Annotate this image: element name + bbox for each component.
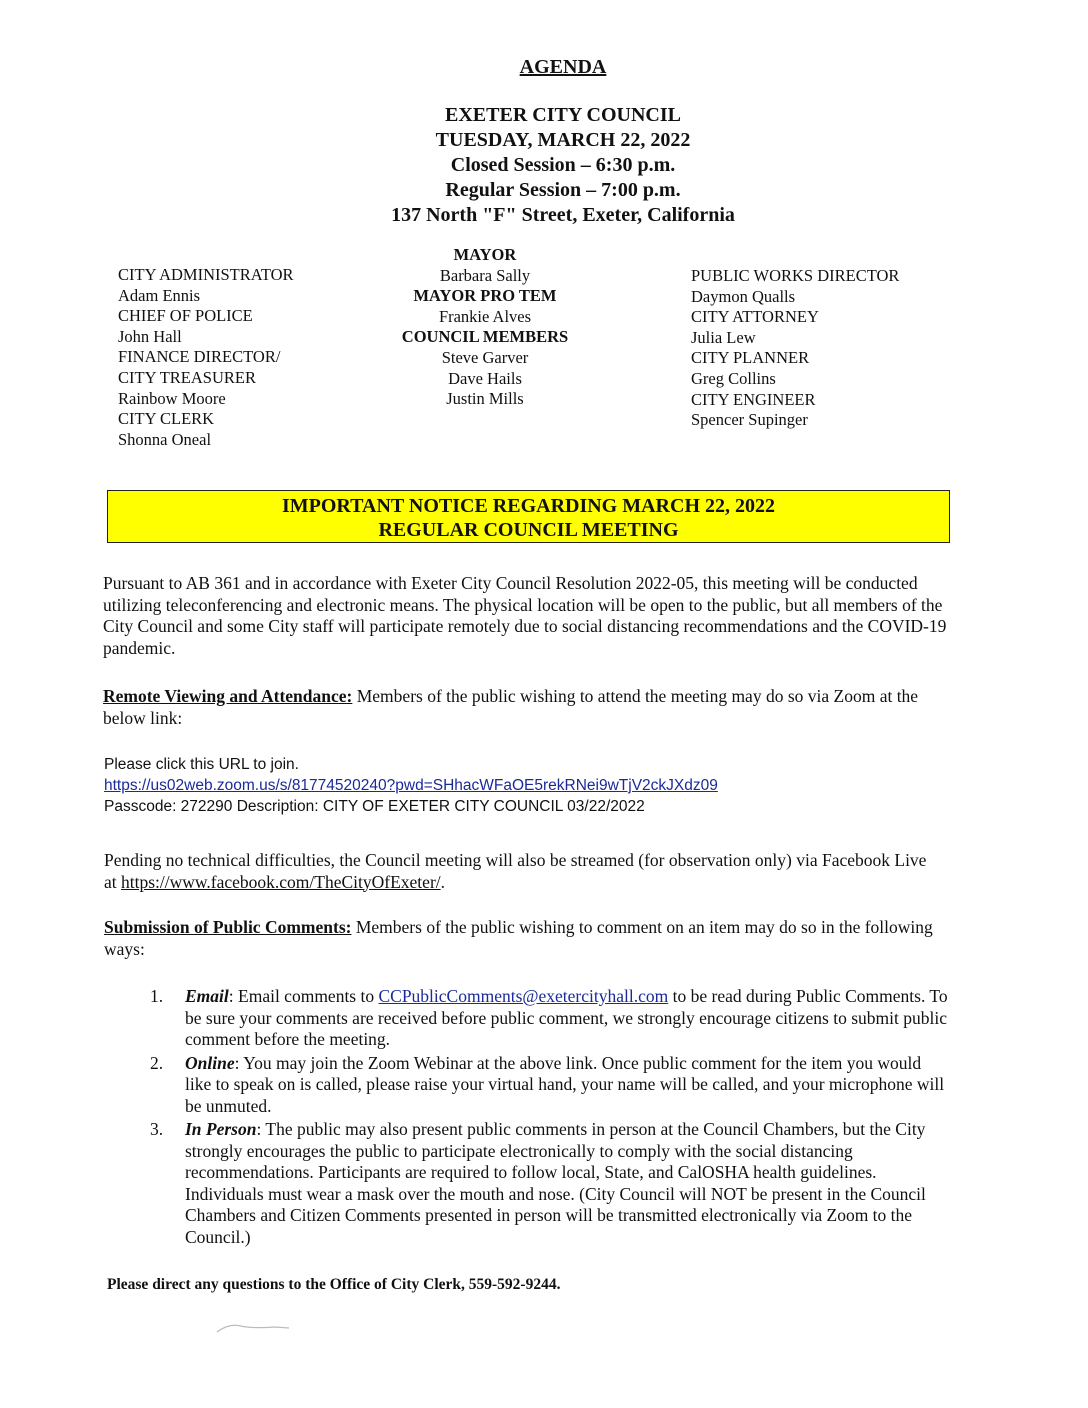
council-column <box>370 245 600 410</box>
staff-line: Daymon Qualls <box>691 286 796 306</box>
facebook-text-end: . <box>440 871 446 892</box>
staff-line: Greg Collins <box>691 368 776 388</box>
staff-line: Rainbow Moore <box>118 388 226 408</box>
list-number: 1. <box>150 986 164 1006</box>
agenda-title: AGENDA <box>519 56 607 78</box>
method-label: Email <box>185 986 229 1006</box>
closed-session-time: Closed Session – 6:30 p.m. <box>450 154 676 176</box>
method-colon: : <box>234 1052 240 1073</box>
staff-right-column <box>691 266 899 431</box>
staff-line: John Hall <box>118 326 182 346</box>
staff-left-column <box>118 265 294 450</box>
method-text: The public may also present public comments in person at the Council Chambers, but the City strongly encourages the public to participate electronically to comply with the social distancing recommendations. Participants are required to follow local, State, and CalOSHA health guidelines. Individuals must wear a mask over the mouth and nose. (City Council will NOT be present in the Council Chambers and Citizen Comments presented in person will be transmitted electronically via Zoom to the Council.) <box>185 1119 926 1247</box>
staff-line: CITY PLANNER <box>691 348 810 368</box>
notice-line-1: IMPORTANT NOTICE REGARDING MARCH 22, 2022 <box>281 495 776 517</box>
remote-viewing-heading: Remote Viewing and Attendance: <box>103 686 353 706</box>
facebook-paragraph <box>104 850 934 893</box>
mayor-title: MAYOR <box>453 245 517 264</box>
regular-session-time: Regular Session – 7:00 p.m. <box>445 179 681 201</box>
list-number: 2. <box>150 1052 164 1073</box>
important-notice-box <box>107 490 950 543</box>
method-text: Email comments to <box>233 986 379 1006</box>
method-colon: : <box>228 986 234 1006</box>
staff-line: CITY ATTORNEY <box>691 307 819 327</box>
list-item <box>150 1052 950 1118</box>
method-label: In Person <box>185 1119 257 1139</box>
staff-line: CITY ENGINEER <box>691 389 816 409</box>
staff-line: PUBLIC WORKS DIRECTOR <box>691 266 900 285</box>
mayor-name: Barbara Sally <box>439 265 531 285</box>
staff-line: Shonna Oneal <box>118 429 212 449</box>
remote-viewing-paragraph <box>103 686 943 729</box>
pro-tem-name: Frankie Alves <box>438 306 532 326</box>
staff-line: CITY TREASURER <box>118 367 256 387</box>
public-comments-heading: Submission of Public Comments: <box>104 917 352 937</box>
staff-line: CHIEF OF POLICE <box>118 306 253 326</box>
zoom-url-link[interactable]: https://us02web.zoom.us/s/81774520240?pwd=SHhacWFaOE5rekRNei9wTjV2ckJXdz09 <box>104 777 718 794</box>
list-item <box>150 986 950 1051</box>
council-member-name: Justin Mills <box>446 389 524 409</box>
council-name: EXETER CITY COUNCIL <box>445 104 681 126</box>
council-members-title: COUNCIL MEMBERS <box>401 327 569 347</box>
method-text-after: to be read during Public Comments. To be sure your comments are received before public comment, we strongly encourage citizens to submit public comment before the meeting. <box>185 986 948 1049</box>
staff-line: FINANCE DIRECTOR/ <box>118 347 281 367</box>
email-link[interactable]: CCPublicComments@exetercityhall.com <box>378 986 669 1006</box>
method-text: You may join the Zoom Webinar at the above link. Once public comment for the item you would like to speak on is called, please raise your virtual hand, your name will be called, and your microphone will be unmuted. <box>185 1052 945 1116</box>
list-item <box>150 1119 950 1248</box>
meeting-date: TUESDAY, MARCH 22, 2022 <box>435 129 691 151</box>
signature-mark <box>215 1318 295 1338</box>
zoom-block <box>104 754 964 817</box>
method-colon: : <box>256 1119 262 1139</box>
comment-methods-list <box>150 986 950 1248</box>
facebook-link[interactable]: https://www.facebook.com/TheCityOfExeter/ <box>121 871 441 892</box>
zoom-passcode-line: Passcode: 272290 Description: CITY OF EXETER CITY COUNCIL 03/22/2022 <box>104 798 645 815</box>
public-comments-text: Members of the public wishing to comment on an item may do so in the following ways: <box>104 917 933 959</box>
public-comments-paragraph <box>104 917 954 960</box>
council-member-name: Dave Hails <box>448 368 522 388</box>
remote-viewing-text: Members of the public wishing to attend the meeting may do so via Zoom at the below link: <box>103 686 919 728</box>
staff-line: CITY ADMINISTRATOR <box>118 265 294 284</box>
pro-tem-title: MAYOR PRO TEM <box>413 286 557 306</box>
intro-paragraph: Pursuant to AB 361 and in accordance with Exeter City Council Resolution 2022-05, this meeting will be conducted utilizing teleconferencing and electronic means. The physical location will be open to the public, but all members of the City Council and some City staff will participate remotely due to social distancing recommendations and the COVID-19 pandemic. <box>103 573 947 658</box>
council-member-name: Steve Garver <box>441 347 529 367</box>
header-block <box>0 103 1088 228</box>
facebook-text: Pending no technical difficulties, the Council meeting will also be streamed (for observation only) via Facebook Live at <box>104 850 927 892</box>
zoom-click-text: Please click this URL to join. <box>104 756 299 773</box>
staff-line: CITY CLERK <box>118 409 215 429</box>
notice-line-2: REGULAR COUNCIL MEETING <box>378 519 679 541</box>
staff-line: Adam Ennis <box>118 285 201 305</box>
staff-line: Spencer Supinger <box>691 410 808 430</box>
footer-contact-line: Please direct any questions to the Office of City Clerk, 559-592-9244. <box>107 1276 561 1293</box>
list-number: 3. <box>150 1119 164 1139</box>
method-label: Online <box>185 1052 235 1073</box>
staff-line: Julia Lew <box>691 327 756 347</box>
meeting-address: 137 North "F" Street, Exeter, California <box>391 204 735 226</box>
